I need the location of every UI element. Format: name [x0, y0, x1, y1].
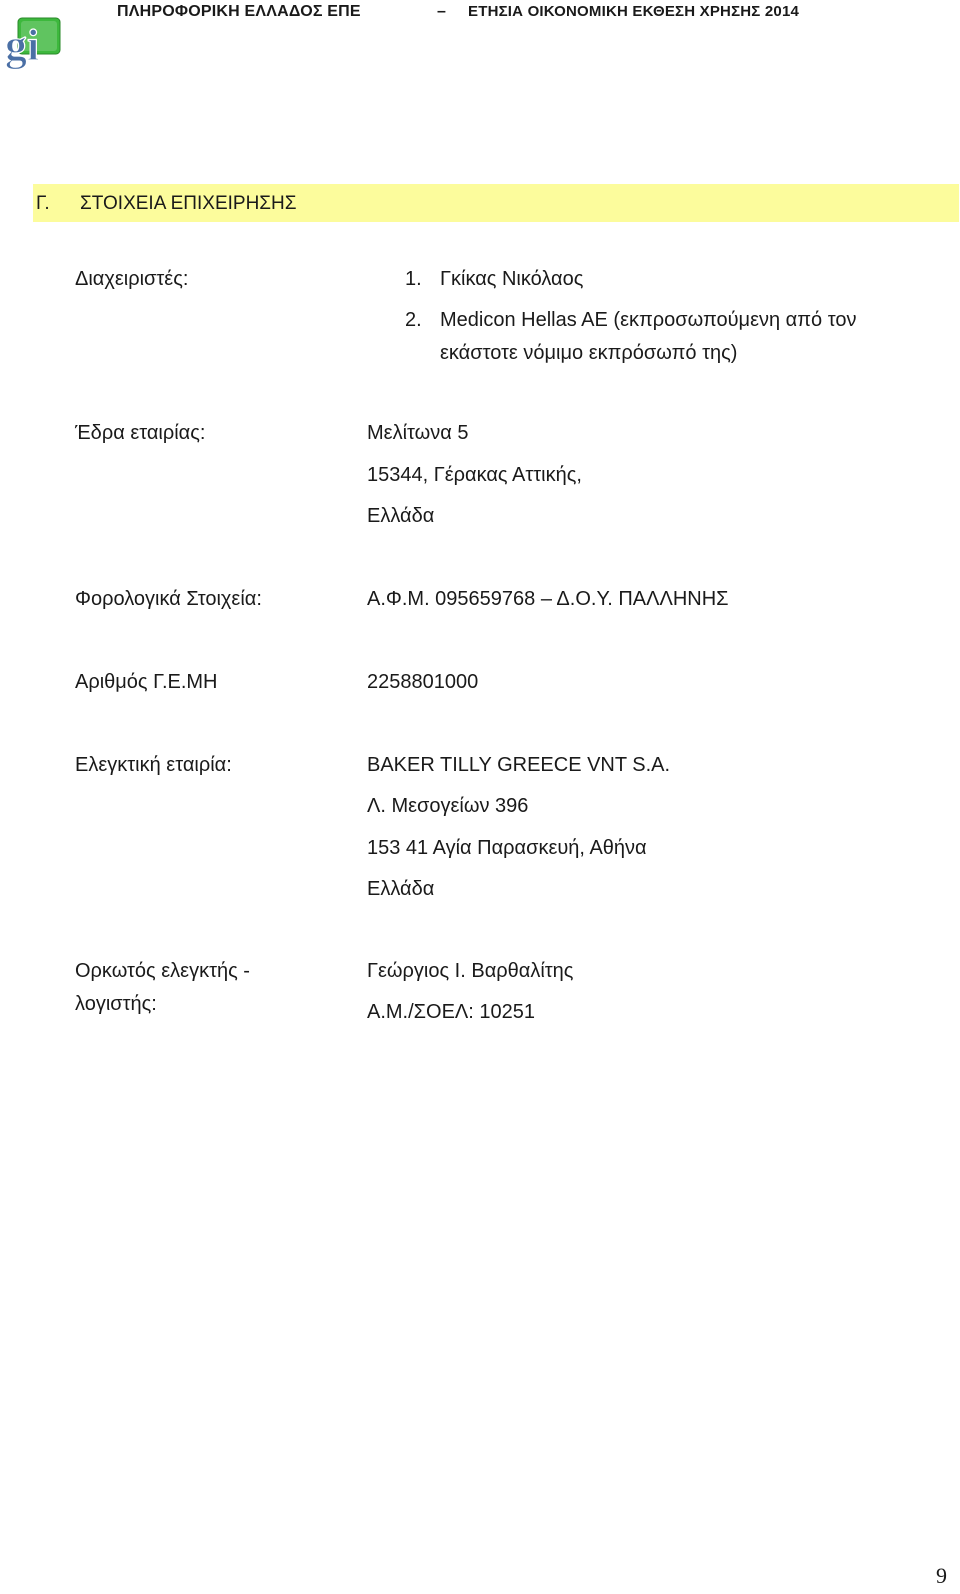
auditor-country: Ελλάδα [367, 878, 435, 900]
gemi-label: Αριθμός Γ.Ε.ΜΗ [75, 671, 218, 693]
tax-label: Φορολογικά Στοιχεία: [75, 588, 262, 610]
gi-logo-icon [4, 14, 62, 72]
page-header [0, 0, 960, 24]
accountant-label-line1: Ορκωτός ελεγκτής - [75, 960, 250, 982]
auditor-label: Ελεγκτική εταιρία: [75, 754, 232, 776]
company-name: ΠΛΗΡΟΦΟΡΙΚΗ ΕΛΛΑΔΟΣ ΕΠΕ [117, 3, 361, 20]
report-title: ΕΤΗΣΙΑ ΟΙΚΟΝΟΜΙΚΗ ΕΚΘΕΣΗ ΧΡΗΣΗΣ 2014 [468, 3, 800, 20]
manager-2-name-line2: εκάστοτε νόμιμο εκπρόσωπό της) [440, 342, 738, 364]
seat-country: Ελλάδα [367, 505, 435, 527]
section-heading [33, 184, 959, 222]
accountant-reg-number: Α.Μ./ΣΟΕΛ: 10251 [367, 1001, 536, 1023]
auditor-city: 153 41 Αγία Παρασκευή, Αθήνα [367, 837, 647, 859]
gemi-value: 2258801000 [367, 671, 479, 693]
manager-1-number: 1. [405, 268, 422, 290]
page-number: 9 [936, 1563, 947, 1588]
seat-city: 15344, Γέρακας Αττικής, [367, 464, 582, 486]
manager-1-name: Γκίκας Νικόλαος [440, 268, 584, 290]
manager-2-name-line1: Medicon Hellas AE (εκπροσωπούμενη από τον [440, 309, 857, 331]
seat-label: Έδρα εταιρίας: [75, 422, 206, 444]
header-separator: – [437, 3, 446, 20]
managers-label: Διαχειριστές: [75, 268, 189, 290]
auditor-street: Λ. Μεσογείων 396 [367, 795, 529, 817]
auditor-name: BAKER TILLY GREECE VNT S.A. [367, 754, 671, 776]
section-title: ΣΤΟΙΧΕΙΑ ΕΠΙΧΕΙΡΗΣΗΣ [80, 193, 297, 214]
tax-value: Α.Φ.Μ. 095659768 – Δ.Ο.Υ. ΠΑΛΛΗΝΗΣ [367, 588, 729, 610]
section-number: Γ. [36, 193, 50, 214]
accountant-label-line2: λογιστής: [75, 993, 157, 1015]
manager-2-number: 2. [405, 309, 422, 331]
logo-text: gi [5, 21, 40, 70]
seat-street: Μελίτωνα 5 [367, 422, 469, 444]
company-logo [4, 14, 62, 72]
accountant-name: Γεώργιος Ι. Βαρθαλίτης [367, 960, 574, 982]
